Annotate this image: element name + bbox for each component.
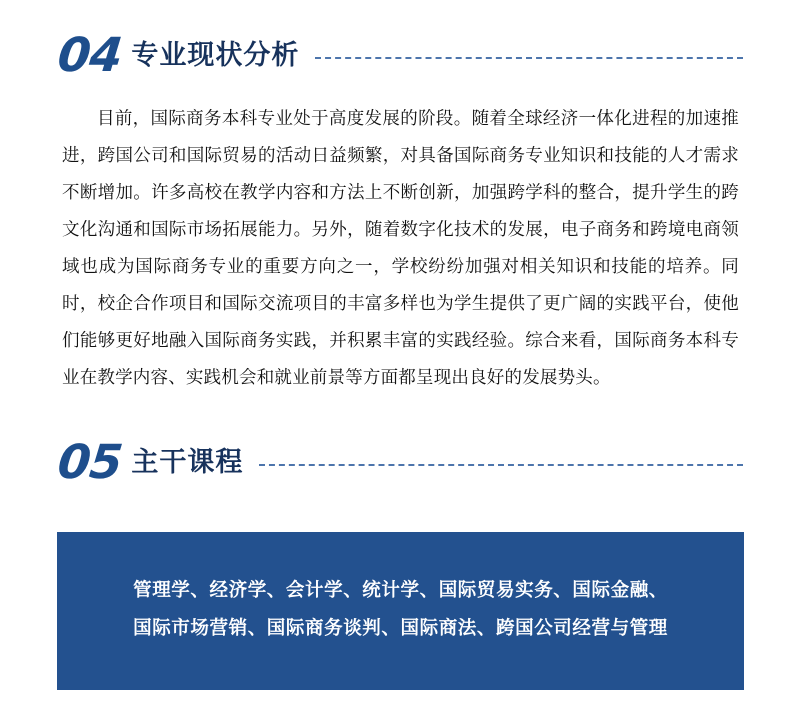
core-courses-block (57, 532, 744, 690)
heading-dashed-rule (315, 57, 743, 59)
section-heading-04 (0, 28, 801, 83)
paragraph-text: 目前，国际商务本科专业处于高度发展的阶段。随着全球经济一体化进程的加速推进，跨国公司和国际贸易的活动日益频繁，对具备国际商务专业知识和技能的人才需求不断增加。许多高校在教学内容和方法上不断创新，加强跨学科的整合，提升学生的跨文化沟通和国际市场拓展能力。另外，随着数字化技术的发展，电子商务和跨境电商领域也成为国际商务专业的重要方向之一，学校纷纷加强对相关知识和技能的培养。同时，校企合作项目和国际交流项目的丰富多样也为学生提供了更广阔的实践平台，使他们能够更好地融入国际商务实践，并积累丰富的实践经验。综合来看，国际商务本科专业在教学内容、实践机会和就业前景等方面都呈现出良好的发展势头。 (62, 109, 739, 388)
document-page (0, 28, 801, 725)
section-title: 专业现状分析 (131, 39, 300, 71)
section-body-04 (0, 101, 801, 397)
section-title: 主干课程 (131, 446, 244, 478)
section-heading-05 (0, 435, 801, 490)
course-line: 管理学、经济学、会计学、统计学、国际贸易实务、国际金融、 (133, 580, 668, 601)
course-line: 国际市场营销、国际商务谈判、国际商法、跨国公司经营与管理 (133, 618, 668, 639)
heading-dashed-rule (259, 464, 743, 466)
section-number: 05 (55, 435, 125, 490)
section-number: 04 (55, 28, 125, 83)
